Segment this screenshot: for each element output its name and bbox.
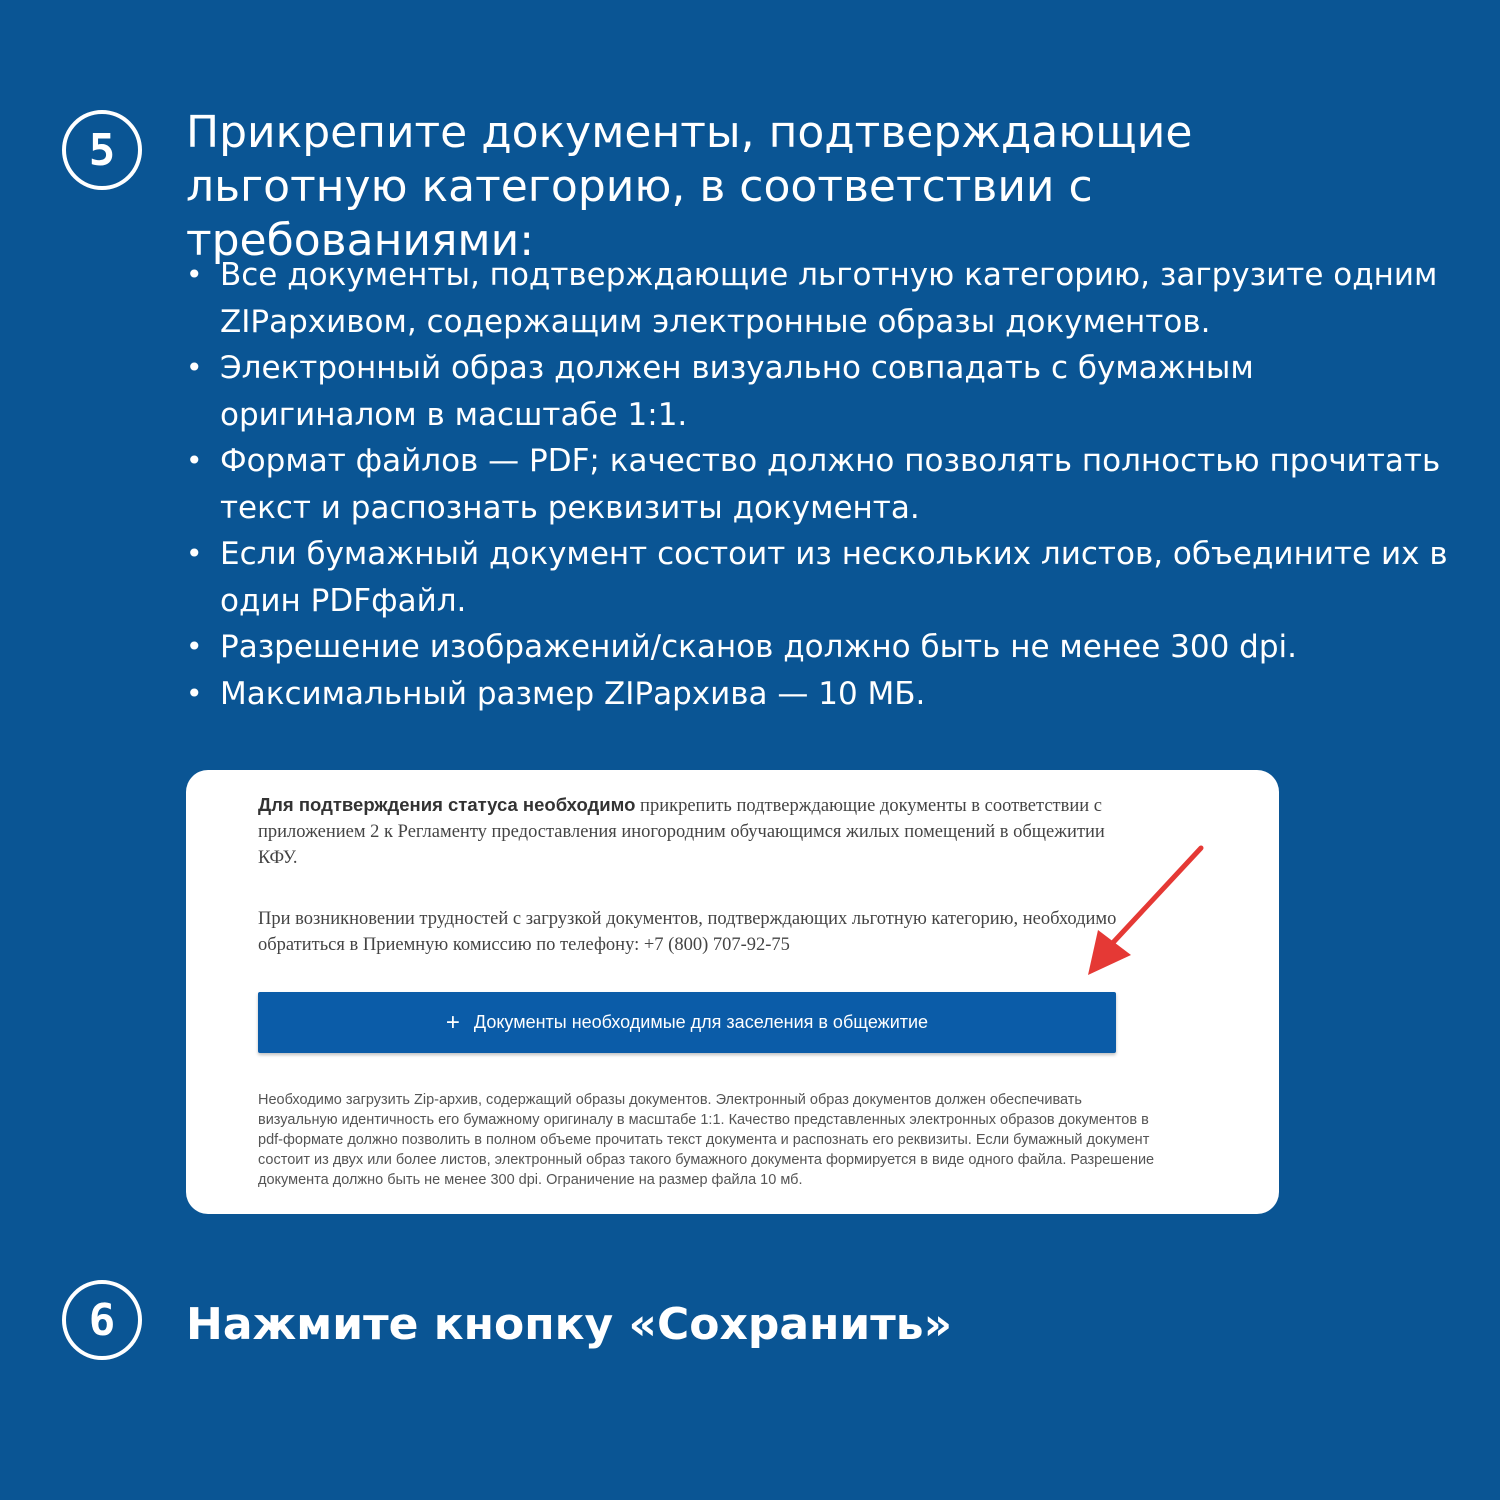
step-5-title: Прикрепите документы, подтверждающие льготную категорию, в соответствии с требованиями:: [186, 107, 1193, 266]
step-6-number: 6: [62, 1280, 142, 1360]
red-arrow-icon: [1076, 840, 1216, 990]
step-6-title: Нажмите кнопку «Сохранить»: [186, 1299, 953, 1350]
bullet-icon: •: [186, 258, 203, 291]
requirements-list: [186, 252, 1456, 717]
help-text: При возникновении трудностей с загрузкой документов, подтверждающих льготную категорию, необходимо обратиться в Приемную комиссию по телефону: +7 (800) 707-92-75: [258, 909, 1117, 955]
requirement-item: • Разрешение изображений/сканов должно быть не менее 300 dpi.: [186, 624, 1456, 671]
upload-documents-label: Документы необходимые для заселения в общежитие: [473, 1012, 929, 1032]
status-intro-text: [258, 792, 1128, 871]
status-intro-rest: прикрепить подтверждающие документы в соответствии с приложением 2 к Регламенту предоставления иногородним обучающимся жилых помещений в общежитии КФУ.: [258, 796, 1105, 868]
requirement-item: • Формат файлов — PDF; качество должно позволять полностью прочитать текст и распознать реквизиты документа.: [186, 438, 1456, 531]
requirement-item: • Максимальный размер ZIPархива — 10 МБ.: [186, 671, 1456, 718]
bullet-icon: •: [186, 537, 203, 570]
bullet-icon: •: [186, 351, 203, 384]
upload-screenshot-card: [186, 770, 1279, 1214]
upload-requirements-note: Необходимо загрузить Zip-архив, содержащий образы документов. Электронный образ документов должен обеспечивать визуальную идентичность его бумажному оригиналу в масштабе 1:1. Качество представленных электронных образов документов в pdf-формате должно позволить в полном объеме прочитать текст документа и распознать его реквизиты. Если бумажный документ состоит из двух или более листов, электронный образ такого бумажного документа формируется в виде одного файла. Разрешение документа должно быть не менее 300 dpi. Ограничение на размер файла 10 мб.: [258, 1092, 1155, 1188]
step-5-number: 5: [62, 110, 142, 190]
requirement-item: • Электронный образ должен визуально совпадать с бумажным оригиналом в масштабе 1:1.: [186, 345, 1456, 438]
plus-icon: +: [445, 1008, 460, 1036]
requirement-item: • Если бумажный документ состоит из нескольких листов, объедините их в один PDFфайл.: [186, 531, 1456, 624]
bullet-icon: •: [186, 444, 203, 477]
bullet-icon: •: [186, 676, 203, 710]
upload-documents-button[interactable]: [258, 992, 1116, 1053]
status-intro-bold: Для подтверждения статуса необходимо: [258, 794, 636, 815]
bullet-icon: •: [186, 630, 203, 663]
requirement-item: • Все документы, подтверждающие льготную категорию, загрузите одним ZIPархивом, содержащим электронные образы документов.: [186, 252, 1456, 345]
